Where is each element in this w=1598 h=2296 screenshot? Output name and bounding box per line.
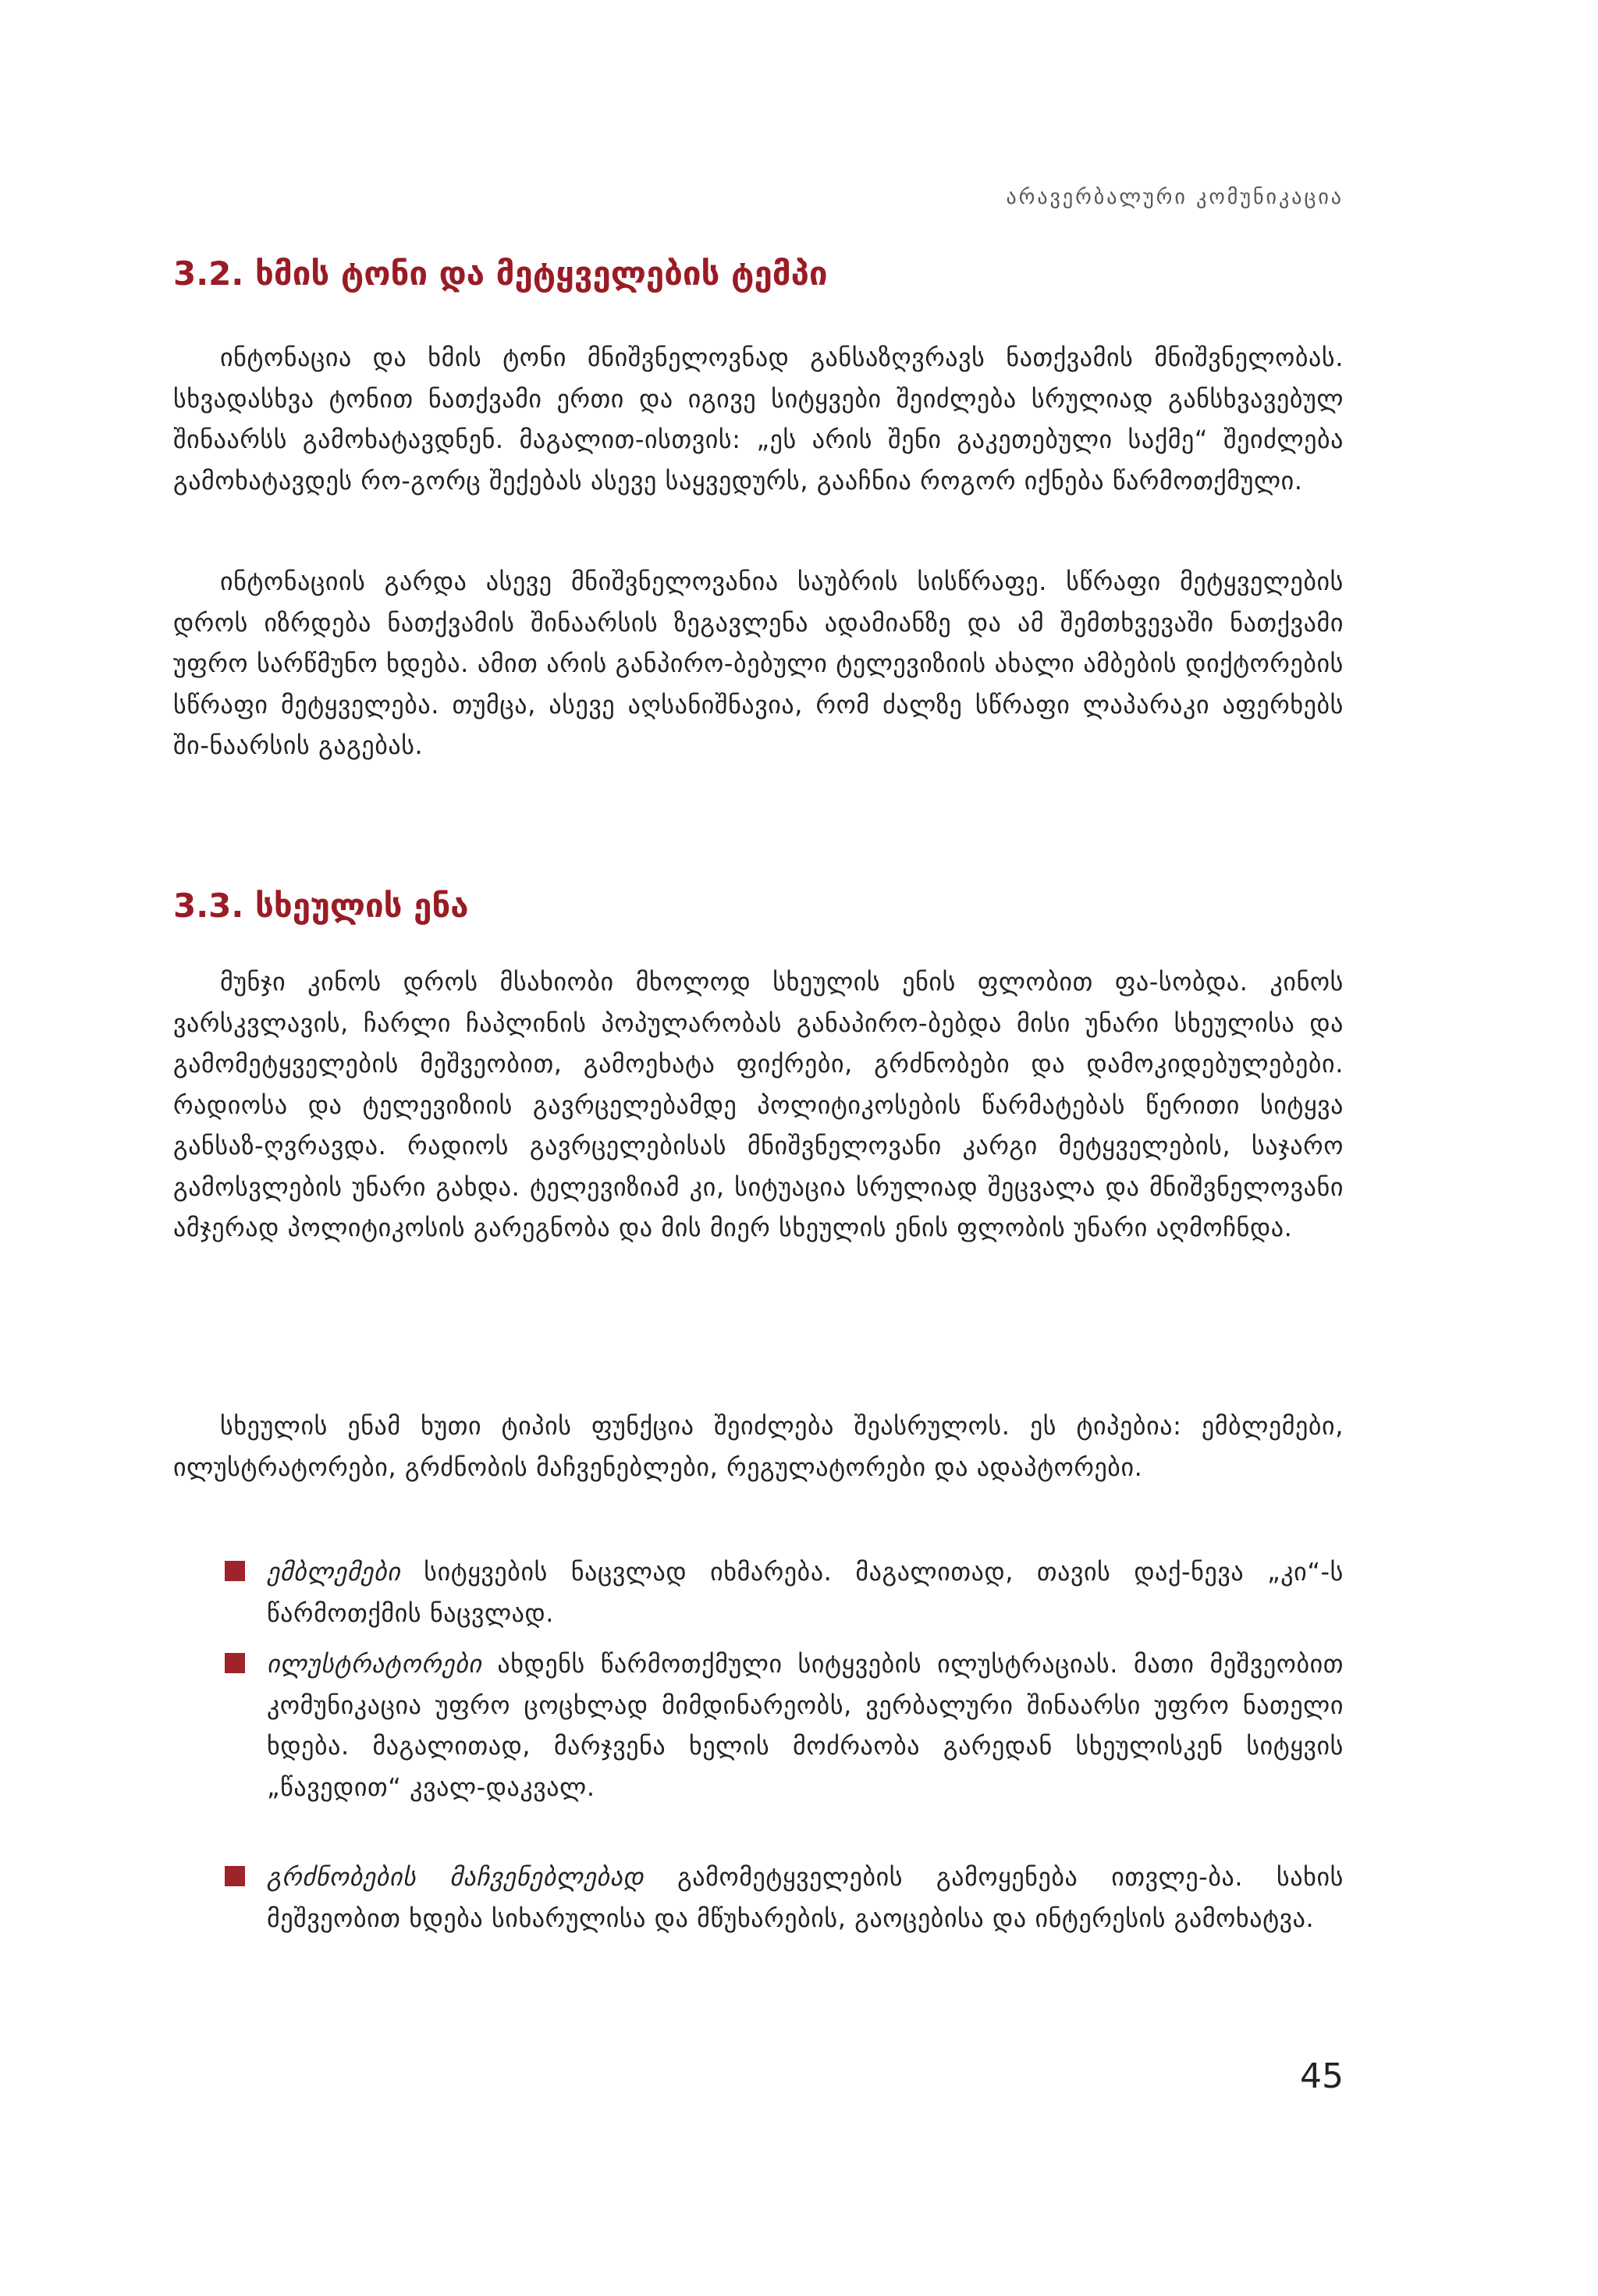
square-bullet-icon (225, 1866, 245, 1886)
bullet-term: ემბლემები (267, 1557, 401, 1587)
running-head: არავერბალური კომუნიკაცია (1006, 186, 1344, 209)
section-heading-3-3: 3.3. სხეულის ენა (173, 887, 469, 925)
paragraph: მუნჯი კინოს დროს მსახიობი მხოლოდ სხეულის ენის ფლობით ფა-სობდა. კინოს ვარსკვლავის, ჩარლი ჩაპლინის პოპულარობას განაპირო-ბებდა მისი უნარი სხეულისა და გამომეტყველების მეშვეობით, გამოეხატა ფიქრები, გრძნობები და დამოკიდებულებები. რადიოსა და ტელევიზიის გავრცელებამდე პოლიტიკოსების წარმატებას წერითი სიტყვა განსაზ-ღვრავდა. რადიოს გავრცელებისას მნიშვნელოვანი კარგი მეტყველების, საჯარო გამოსვლების უნარი გახდა. ტელევიზიამ კი, სიტუაცია სრულიად შეცვალა და მნიშვნელოვანი ამჯერად პოლიტიკოსის გარეგნობა და მის მიერ სხეულის ენის ფლობის უნარი აღმოჩნდა. (173, 967, 1344, 1242)
bullet-text: ახდენს წარმოთქმული სიტყვების ილუსტრაციას. მათი მეშვეობით კომუნიკაცია უფრო ცოცხლად მიმდინარეობს, ვერბალური შინაარსი უფრო ნათელი ხდება. მაგალითად, მარჯვენა ხელის მოძრაობა გარედან სხეულისკენ სიტყვის „წავედით“ კვალ-დაკვალ. (267, 1649, 1344, 1802)
bullet-text: გამომეტყველების გამოყენება ითვლე-ბა. სახის მეშვეობით ხდება სიხარულისა და მწუხარების, გაოცებისა და ინტერესის გამოხატვა. (267, 1862, 1344, 1933)
square-bullet-icon (225, 1653, 245, 1673)
bullet-term: გრძნობების მაჩვენებლებად (267, 1862, 645, 1892)
list-item (220, 1551, 1344, 1633)
page-number: 45 (1300, 2056, 1344, 2096)
bullet-list (220, 1857, 1344, 1939)
square-bullet-icon (225, 1561, 245, 1581)
paragraph: ინტონაციის გარდა ასევე მნიშვნელოვანია საუბრის სისწრაფე. სწრაფი მეტყველების დროს იზრდება ნათქვამის შინაარსის ზეგავლენა ადამიანზე და ამ შემთხვევაში ნათქვამი უფრო სარწმუნო ხდება. ამით არის განპირო-ბებული ტელევიზიის ახალი ამბების დიქტორების სწრაფი მეტყველება. თუმცა, ასევე აღსანიშნავია, რომ ძალზე სწრაფი ლაპარაკი აფერხებს ში-ნაარსის გაგებას. (173, 567, 1344, 760)
list-item (220, 1857, 1344, 1939)
bullet-text: სიტყვების ნაცვლად იხმარება. მაგალითად, თავის დაქ-ნევა „კი“-ს წარმოთქმის ნაცვლად. (267, 1557, 1344, 1628)
bullet-list (220, 1551, 1344, 1633)
bullet-list (220, 1644, 1344, 1807)
paragraph: ინტონაცია და ხმის ტონი მნიშვნელოვნად განსაზღვრავს ნათქვამის მნიშვნელობას. სხვადასხვა ტონით ნათქვამი ერთი და იგივე სიტყვები შეიძლება სრულიად განსხვავებულ შინაარსს გამოხატავდნენ. მაგალით-ისთვის: „ეს არის შენი გაკეთებული საქმე“ შეიძლება გამოხატავდეს რო-გორც შექებას ასევე საყვედურს, გააჩნია როგორ იქნება წარმოთქმული. (173, 343, 1344, 496)
section-heading-3-2: 3.2. ხმის ტონი და მეტყველების ტემპი (173, 254, 828, 293)
paragraph: სხეულის ენამ ხუთი ტიპის ფუნქცია შეიძლება შეასრულოს. ეს ტიპებია: ემბლემები, ილუსტრატორები, გრძნობის მაჩვენებლები, რეგულატორები და ადაპტორები. (173, 1411, 1344, 1482)
bullet-term: ილუსტრატორები (267, 1649, 482, 1679)
list-item (220, 1644, 1344, 1807)
